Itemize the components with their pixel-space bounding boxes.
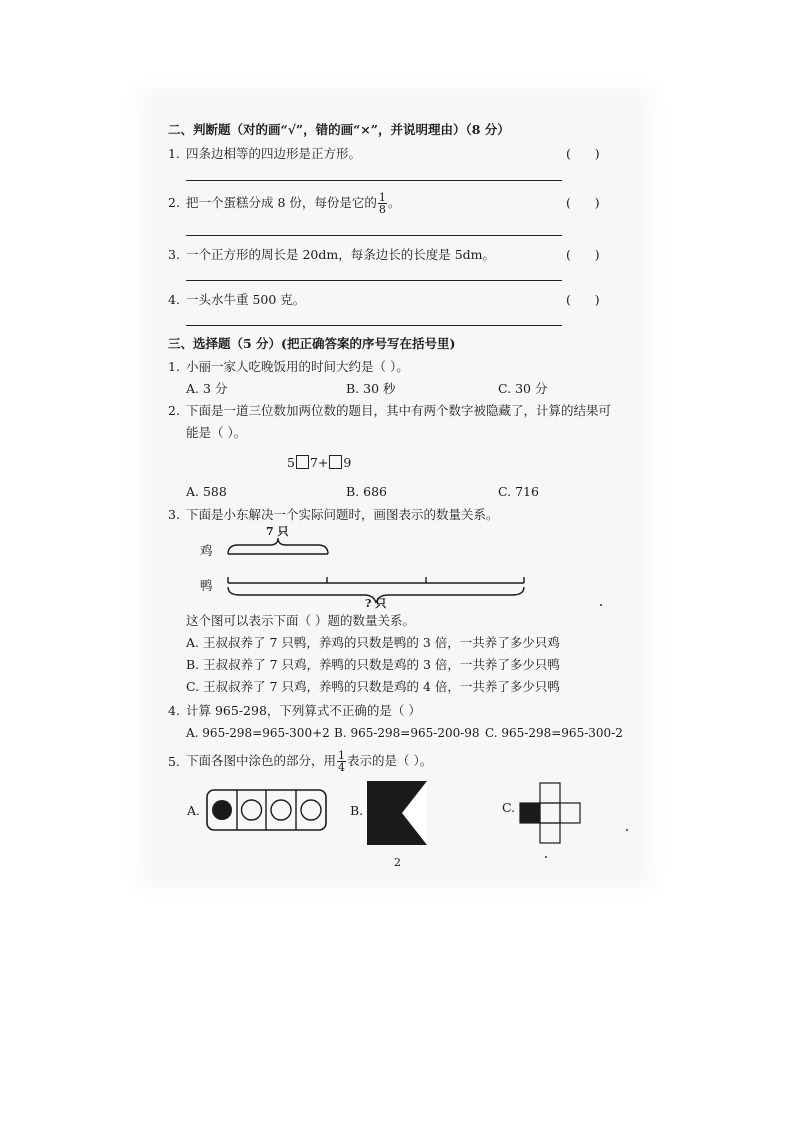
duck-brace [228, 587, 524, 603]
shaded-circle [212, 800, 232, 820]
fraction-one-quarter: $\frac{1}{4}$ [338, 749, 346, 774]
q2-option-b: B. 686 [346, 484, 387, 499]
hidden-digit-box [296, 455, 309, 469]
scan-speck [545, 856, 547, 858]
judge-item-4-answer-paren[interactable]: ( ) [566, 292, 600, 307]
scan-speck [600, 604, 602, 606]
q2-expression: 5 7+ 9 [287, 455, 352, 470]
q5-option-a-label: A. [187, 803, 201, 818]
hidden-digit-box [329, 455, 342, 469]
q3-prompt: 这个图可以表示下面（ ）题的数量关系。 [186, 613, 415, 628]
q2-text-line1: 下面是一道三位数加两位数的题目，其中有两个数字被隐藏了，计算的结果可 [186, 403, 612, 418]
diagram-duck-label: 鸭 [200, 578, 213, 593]
judge-item-1-text: 四条边相等的四边形是正方形。 [186, 146, 362, 161]
q4-option-a: A. 965-298=965-300+2 [186, 726, 330, 740]
q5-figure-a-circles [205, 787, 329, 835]
judge-item-2-reason-line[interactable] [186, 235, 562, 236]
judge-item-3-reason-line[interactable] [186, 280, 562, 281]
q2-number: 2. [168, 403, 180, 418]
fraction-one-eighth: $\frac{1}{8}$ [378, 191, 386, 216]
diagram-bottom-label: ? 只 [365, 597, 387, 610]
q4-number: 4. [168, 703, 180, 718]
judge-item-1-reason-line[interactable] [186, 180, 562, 181]
q5-figure-b-square [366, 780, 428, 846]
judge-item-3-answer-paren[interactable]: ( ) [566, 247, 600, 262]
q1-option-a: A. 3 分 [186, 381, 228, 396]
q3-number: 3. [168, 507, 180, 522]
chicken-brace [228, 538, 328, 554]
q4-option-c: C. 965-298=965-300-2 [485, 726, 623, 740]
judge-item-2-number: 2. [168, 195, 180, 210]
judge-heading: 二、判断题（对的画“√”，错的画“×”，并说明理由）（8 分） [168, 122, 510, 137]
q3-option-a: A. 王叔叔养了 7 只鸭，养鸡的只数是鸭的 3 倍，一共养了多少只鸡 [186, 635, 560, 650]
q3-option-b: B. 王叔叔养了 7 只鸡，养鸭的只数是鸡的 3 倍，一共养了多少只鸭 [186, 657, 560, 672]
q1-number: 1. [168, 359, 180, 374]
q5-text: 下面各图中涂色的部分，用 $\frac{1}{4}$ 表示的是（ ）。 [186, 749, 433, 774]
q4-text: 计算 965-298，下列算式不正确的是（ ） [186, 703, 421, 718]
judge-item-1-number: 1. [168, 146, 180, 161]
q2-option-a: A. 588 [186, 484, 227, 499]
q3-option-c: C. 王叔叔养了 7 只鸡，养鸭的只数是鸡的 4 倍，一共养了多少只鸭 [186, 679, 560, 694]
q4-option-b: B. 965-298=965-200-98 [334, 726, 480, 740]
judge-item-4-number: 4. [168, 292, 180, 307]
judge-item-1-answer-paren[interactable]: ( ) [566, 146, 600, 161]
judge-item-2-answer-paren[interactable]: ( ) [566, 195, 600, 210]
line-segment-diagram [222, 532, 532, 612]
q5-option-b-label: B. [350, 803, 364, 818]
q1-option-b: B. 30 秒 [346, 381, 396, 396]
judge-item-2-text: 把一个蛋糕分成 8 份，每份是它的 $\frac{1}{8}$ 。 [186, 191, 401, 216]
shaded-square [520, 803, 540, 823]
judge-item-4-reason-line[interactable] [186, 325, 562, 326]
diagram-chicken-label: 鸡 [200, 543, 213, 558]
q5-figure-c-cross [518, 781, 584, 845]
q1-text: 小丽一家人吃晚饭用的时间大约是（ ）。 [186, 359, 409, 374]
q3-text: 下面是小东解决一个实际问题时，画图表示的数量关系。 [186, 507, 499, 522]
page-number: 2 [394, 856, 401, 869]
judge-item-4-text: 一头水牛重 500 克。 [186, 292, 306, 307]
q5-number: 5. [168, 754, 180, 769]
choice-heading: 三、选择题（5 分）(把正确答案的序号写在括号里) [168, 336, 456, 351]
q2-text-line2: 能是（ ）。 [186, 425, 247, 440]
diagram-top-label: 7 只 [266, 525, 289, 538]
q2-option-c: C. 716 [498, 484, 539, 499]
q1-option-c: C. 30 分 [498, 381, 548, 396]
judge-item-3-number: 3. [168, 247, 180, 262]
scan-speck [626, 829, 628, 831]
q5-option-c-label: C. [502, 800, 516, 815]
judge-item-3-text: 一个正方形的周长是 20dm，每条边长的长度是 5dm。 [186, 247, 496, 262]
